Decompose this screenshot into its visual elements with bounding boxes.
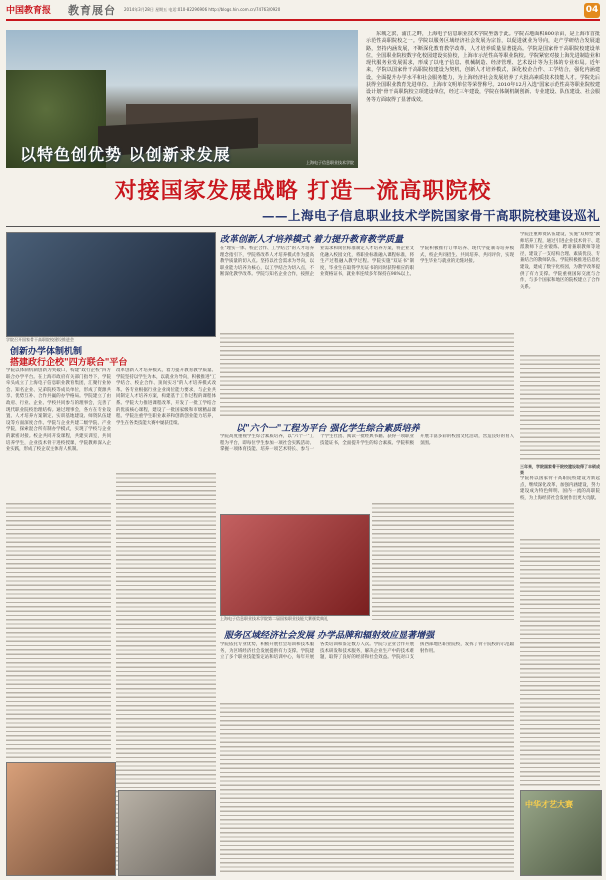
classroom-photo: [6, 762, 116, 876]
sec2-text-continued: [372, 500, 514, 620]
col1-text-continued: [6, 500, 111, 758]
newspaper-logo: 中国教育报: [6, 6, 52, 16]
col4-text-continued: [520, 352, 600, 462]
col1-text: 学院以体制机制创新为突破口，构建"政行企校"四方联合办学平台。在上海市政府有关部门指导下，学院牵头成立了上海电子信息职业教育集团，汇聚行业协会、知名企业、兄弟院校等成员单位，形成了资源共享、优势互补、合作共赢的办学格局。学院建立了由政府、行业、企业、学校共同参与的理事会，完善了现代职业院校治理结构。通过理事会，各方在专业设置、人才培养方案制定、实训基地建设、师资队伍建设等方面深度合作。学院与企业共建二级学院、产业学院，探索混合所有制办学模式，实现了学校与企业的紧密对接。校企共同开发课程，共建实训室，共同培养学生，企业技术骨干进校授课，学院教师深入企业实践，形成了校企双主体育人机制。: [6, 368, 111, 453]
col1-heading: 创新办学体制机制: [10, 347, 83, 357]
issue-info: 2014年3月28日 星期五 电话:010-82296906 http://blogs.hin.com.cn/74763/0920: [124, 7, 281, 12]
section-title: 教育展台: [68, 4, 116, 17]
sec2-text: 学院高度重视学生综合素质培养，以"六个一"工程为平台，即每位学生参加一项社会实践活动、掌握一项体育技能、培养一项艺术特长、参与一个学生社团、阅读一批经典书籍、获得一项职业技能证书，全面提升学生的综合素质。学院积极开展丰富多彩的校园文化活动，营造良好的育人氛围。: [220, 434, 514, 453]
hero-slogan: 以特色创优势 以创新求发展: [20, 145, 231, 164]
col1-subheading: 搭建政行企校"四方联合"平台: [10, 358, 128, 368]
sec1-text: 在"理实一体、校企合作、工学结合"的人才培养理念指引下，学院将改革人才培养模式作为提高教学质量的切入点。坚持以社会需求为导向，以职业能力培养为核心，以工学结合为切入点，不断深化教学改革。学院与知名企业合作，按照企业需求和岗位标准制定人才培养方案，将企业文化融入校园文化，将职业标准融入课程标准，将生产过程融入教学过程。学院实施"双证书"制度，毕业生在取得学历证书的同时获得相应的职业资格证书，就业率连续多年保持在98%以上。学院积极推行订单培养、现代学徒制等培养模式，校企共同招生、共同培养、共同评价，实现学生毕业与就业的无缝对接。: [220, 246, 514, 278]
page-number-badge: 04: [584, 3, 600, 18]
col4-text: 学院注重师资队伍建设，实施"双师型"教师培养工程，通过引进企业技术骨干、选派教师下企业锻炼、聘请兼职教师等途径，建设了一支结构合理、素质优良、专兼结合的教师队伍。学院积极推进信息化建设，建成了数字化校园，为教学改革提供了有力支撑。学院重视国际交流与合作，与多个国家和地区的院校建立了合作关系。: [520, 232, 600, 290]
headline: 对接国家发展战略 打造一流高职院校: [114, 178, 492, 204]
col4-text-continued-2: [520, 536, 600, 786]
contest-photo: [520, 790, 602, 876]
sec1-heading: 改革创新人才培养模式 着力提升教育教学质量: [220, 235, 404, 245]
intro-paragraph: 东城之滨，浦江之畔，上海电子信息职业技术学院坐落于此。学院占地面积800余亩，是上海市首批示范性高职院校之一。学院以服务区域经济社会发展为宗旨，以促进就业为导向，走产学研结合发展道路，坚持内涵发展，不断深化教育教学改革，人才培养质量显著提高。学院是国家骨干高职院校建设单位，全国职业院校数字化校园建设实验校，上海市示范性高等职业院校。学院紧密对接上海先进制造业和现代服务业发展需求，形成了以电子信息、机械制造、经济管理、艺术设计等为主体的专业布局。近年来，学院以国家骨干高职院校建设为契机，创新人才培养模式，深化校企合作、工学结合，强化内涵建设，全面提升办学水平和社会服务能力，为上海经济社会发展培养了大批高素质技术技能人才。学院先后获得全国职业教育先进单位、上海市文明单位等荣誉称号。2010年12月入选"国家示范性高等职业院校建设计划"骨干高职院校立项建设单位，经过三年建设，学院在体制机制创新、专业建设、队伍建设、社会服务等方面取得了显著成效。: [366, 31, 600, 103]
award-ceremony-photo: [220, 514, 370, 616]
col4-text2: 学院将以国家骨干高职院校建设为新起点，继续深化改革，加强内涵建设，努力建设成为特色鲜明、国内一流的高职院校，为上海经济社会发展作出更大贡献。: [520, 476, 600, 501]
divider: [6, 226, 600, 227]
contest-banner-text: 中华才艺大赛: [525, 799, 573, 809]
hero-photo: [6, 30, 358, 168]
sec3-text-continued: [220, 700, 514, 872]
col2-text: 改革创新人才培养模式，着力提升教育教学质量。学院坚持以学生为本，以就业为导向，积极推进"工学结合、校企合作、顶岗实习"的人才培养模式改革。各专业根据行业企业岗位能力要求，与企业共同制定人才培养方案，构建基于工作过程的课程体系。学院大力推进课程改革，开发了一批工学结合的优质核心课程，建设了一批国家级和市级精品课程。学院注重学生职业素养和创新创业能力培养，学生在各类技能大赛中屡获佳绩。: [116, 368, 216, 426]
sec3-text: 学院依托专业优势，积极开展社会培训和技术服务，为区域经济社会发展提供有力支撑。学院建立了多个职业技能鉴定站和培训中心，每年开展各类培训和鉴定数万人次。学院与企业合作开展技术研发和技术服务，解决企业生产中的技术难题，取得了良好的经济和社会效益。学院对口支援西部地区职业院校，发挥了骨干院校的示范辐射作用。: [220, 642, 514, 661]
sec3-heading: 服务区域经济社会发展 办学品牌和辐射效应显著增强: [224, 631, 435, 641]
col4-heading: 三年来，学院国家骨干院校建设取得了丰硕成果: [520, 464, 600, 475]
hero-caption: 上海电子信息职业技术学院: [306, 160, 354, 165]
photo-caption: 学院召开国家骨干高职院校建设推进会: [6, 337, 74, 342]
sec1-text-continued: [220, 330, 514, 418]
award-photo-caption: 上海电子信息职业技术学院第二届国家职业技能大赛颁奖典礼: [220, 616, 328, 621]
meeting-photo: [6, 232, 216, 337]
masthead: [6, 3, 600, 21]
lab-photo: [118, 790, 216, 876]
subheadline: ——上海电子信息职业技术学院国家骨干高职院校建设巡礼: [261, 208, 600, 223]
sec2-heading: 以"六个一"工程为平台 强化学生综合素质培养: [236, 424, 420, 434]
